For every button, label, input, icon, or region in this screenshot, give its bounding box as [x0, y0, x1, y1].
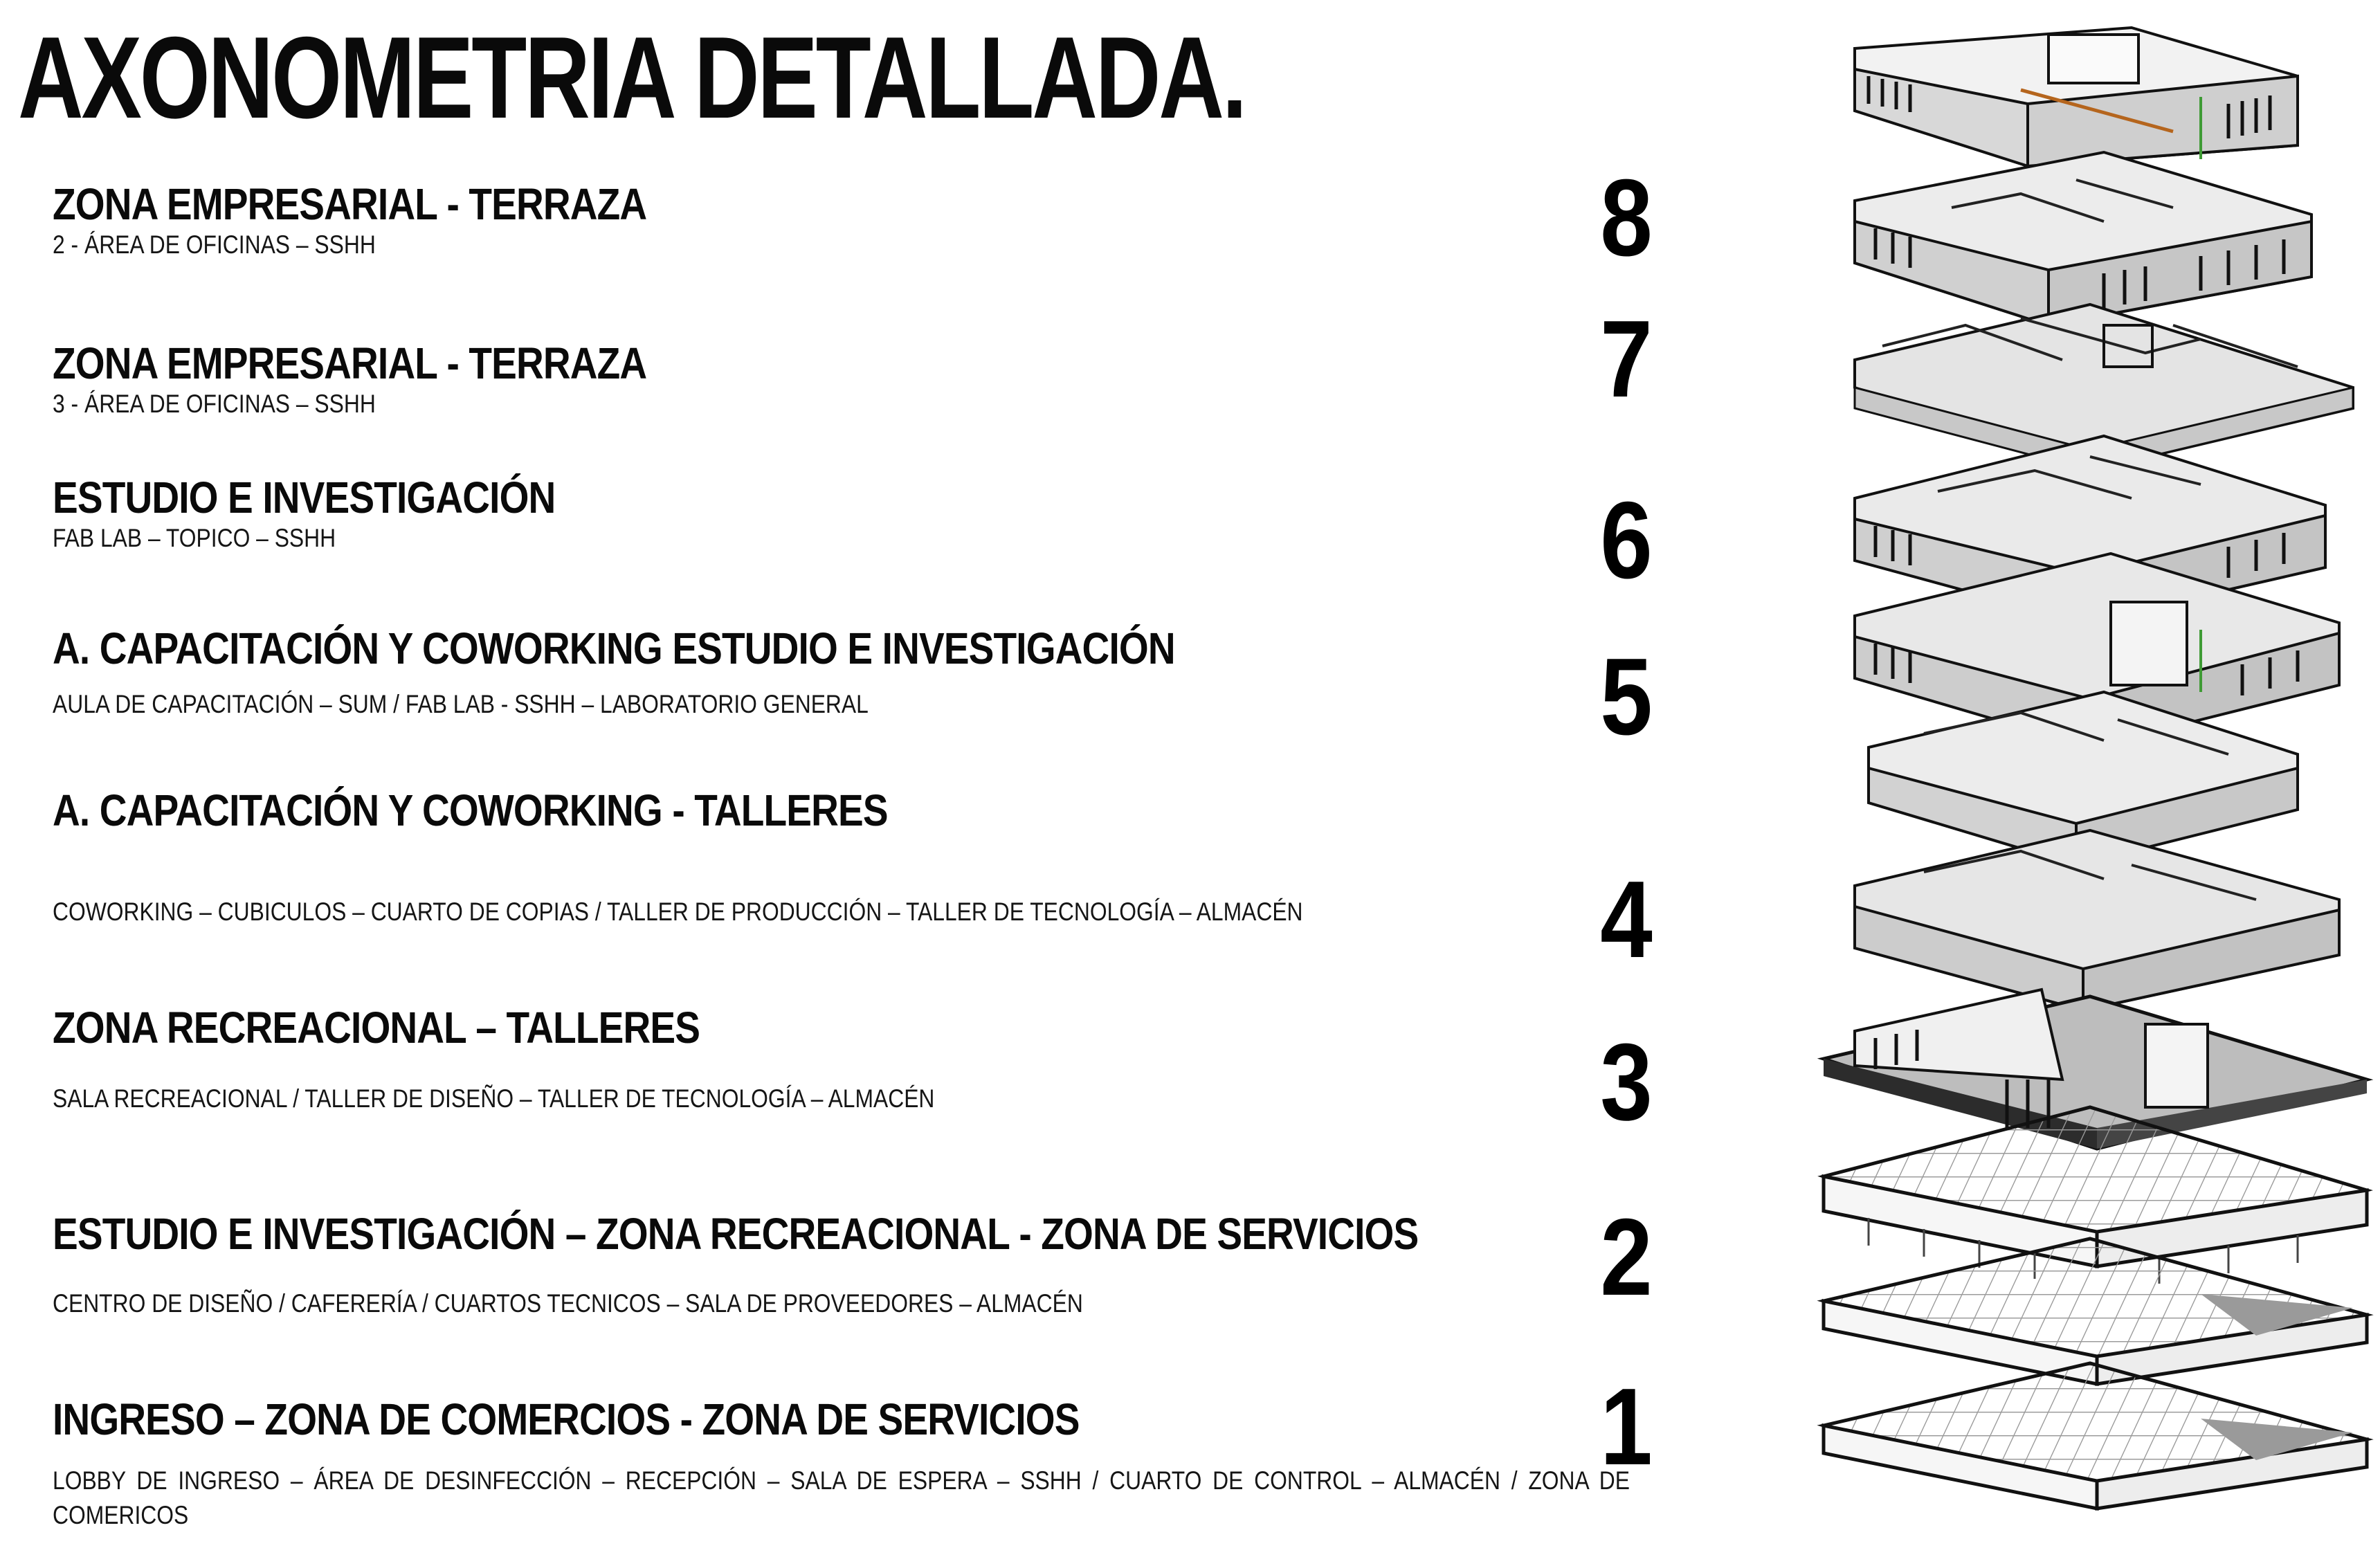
- floor-number-2: 2: [1600, 1196, 1653, 1318]
- floor-number-1: 1: [1600, 1366, 1653, 1488]
- floor-number-7: 7: [1600, 298, 1653, 420]
- level-7-text: [53, 340, 1589, 421]
- floor-1-upper-plate: [1824, 1239, 2367, 1384]
- level-title: A. CAPACITACIÓN Y COWORKING ESTUDIO E INVESTIGACIÓN: [53, 623, 1175, 673]
- floor-workshops-plate: [1855, 830, 2339, 1010]
- exploded-axonometric-drawing: [1813, 0, 2380, 1557]
- level-6-text: [53, 475, 1589, 556]
- level-subtitle: FAB LAB – TOPICO – SSHH: [53, 524, 336, 553]
- level-title: ESTUDIO E INVESTIGACIÓN – ZONA RECREACIONAL - ZONA DE SERVICIOS: [53, 1209, 1419, 1259]
- level-title: INGRESO – ZONA DE COMERCIOS - ZONA DE SERVICIOS: [53, 1394, 1080, 1444]
- level-8-text: [53, 181, 1589, 262]
- page-title: AXONOMETRIA DETALLADA.: [18, 12, 1246, 143]
- floor-8-plate: [1855, 28, 2298, 166]
- level-2-text: [53, 1211, 1589, 1321]
- level-title: A. CAPACITACIÓN Y COWORKING - TALLERES: [53, 785, 888, 835]
- level-5-text: [53, 623, 1589, 722]
- level-subtitle: 3 - ÁREA DE OFICINAS – SSHH: [53, 390, 376, 419]
- floor-number-8: 8: [1600, 157, 1653, 279]
- level-subtitle: SALA RECREACIONAL / TALLER DE DISEÑO – TALLER DE TECNOLOGÍA – ALMACÉN: [53, 1084, 935, 1113]
- level-title: ESTUDIO E INVESTIGACIÓN: [53, 473, 556, 522]
- floor-1-lower-plate: [1824, 1363, 2367, 1509]
- level-subtitle: LOBBY DE INGRESO – ÁREA DE DESINFECCIÓN – RECEPCIÓN – SALA DE ESPERA – SSHH / CUARTO DE CONTROL – ALMACÉN / ZONA DE COMERICOS: [53, 1466, 1630, 1530]
- level-1-text: [53, 1394, 1630, 1533]
- floor-number-5: 5: [1600, 636, 1653, 758]
- level-subtitle: AULA DE CAPACITACIÓN – SUM / FAB LAB - SSHH – LABORATORIO GENERAL: [53, 690, 869, 719]
- level-subtitle: COWORKING – CUBICULOS – CUARTO DE COPIAS / TALLER DE PRODUCCIÓN – TALLER DE TECNOLOGÍA – ALMACÉN: [53, 898, 1303, 927]
- level-title: ZONA EMPRESARIAL - TERRAZA: [53, 179, 647, 229]
- level-4-text: [53, 787, 1589, 929]
- level-subtitle: 2 - ÁREA DE OFICINAS – SSHH: [53, 230, 376, 260]
- level-3-text: [53, 1005, 1589, 1116]
- level-title: ZONA EMPRESARIAL - TERRAZA: [53, 338, 647, 388]
- level-title: ZONA RECREACIONAL – TALLERES: [53, 1003, 700, 1053]
- floor-number-3: 3: [1600, 1021, 1653, 1143]
- level-subtitle: CENTRO DE DISEÑO / CAFERERÍA / CUARTOS TECNICOS – SALA DE PROVEEDORES – ALMACÉN: [53, 1289, 1083, 1318]
- floor-number-6: 6: [1600, 480, 1653, 601]
- floor-7-plate: [1855, 152, 2311, 325]
- floor-number-4: 4: [1600, 859, 1653, 981]
